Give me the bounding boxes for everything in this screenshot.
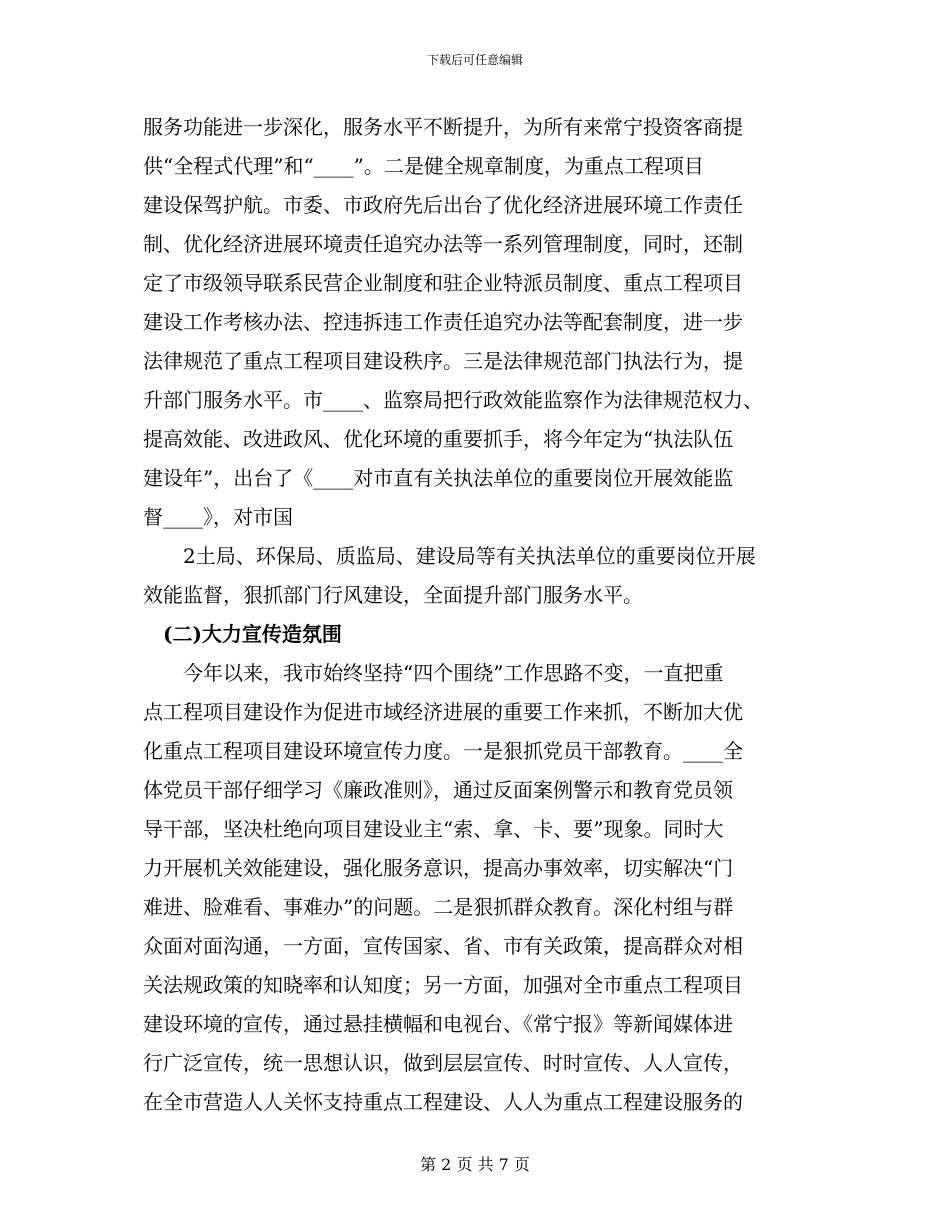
body-line: 关法规政策的知晓率和认知度；另一方面，加强对全市重点工程项目 [143, 973, 743, 997]
body-line: 法律规范了重点工程项目建设秩序。三是法律规范部门执法行为，提 [143, 349, 743, 373]
body-line: 在全市营造人人关怀支持重点工程建设、人人为重点工程建设服务的 [143, 1090, 743, 1114]
body-line: 建设环境的宣传，通过悬挂横幅和电视台、《常宁报》等新闻媒体进 [143, 1012, 733, 1036]
body-line: 化重点工程项目建设环境宣传力度。一是狠抓党员干部教育。____全 [143, 739, 743, 763]
body-line: 体党员干部仔细学习《廉政准则》，通过反面案例警示和教育党员领 [143, 778, 733, 802]
section-heading: (二)大力宣传造氛围 [163, 622, 342, 646]
body-line: 定了市级领导联系民营企业制度和驻企业特派员制度、重点工程项目 [143, 271, 743, 295]
paragraph-first-line: 2土局、环保局、质监局、建设局等有关执法单位的重要岗位开展 [183, 544, 756, 568]
body-line: 难进、脸难看、事难办”的问题。二是狠抓群众教育。深化村组与群 [143, 895, 734, 919]
body-line: 导干部，坚决杜绝向项目建设业主“索、拿、卡、要”现象。同时大 [143, 817, 724, 841]
body-line: 服务功能进一步深化，服务水平不断提升，为所有来常宁投资客商提 [143, 115, 743, 139]
body-line: 建设保驾护航。市委、市政府先后出台了优化经济进展环境工作责任 [143, 193, 743, 217]
page-header: 下载后可任意编辑 [426, 53, 523, 67]
body-line: 建设年”，出台了《____对市直有关执法单位的重要岗位开展效能监 [143, 466, 734, 490]
body-line: 行广泛宣传，统一思想认识，做到层层宣传、时时宣传、人人宣传， [143, 1051, 743, 1075]
body-line: 督____》，对市国 [143, 505, 293, 529]
body-line: 升部门服务水平。市____、监察局把行政效能监察作为法律规范权力、 [143, 388, 763, 412]
page-footer: 第 2 页 共 7 页 [420, 1155, 530, 1174]
paragraph-first-line: 今年以来，我市始终坚持“四个围绕”工作思路不变，一直把重 [183, 661, 724, 685]
body-line: 众面对面沟通，一方面，宣传国家、省、市有关政策，提高群众对相 [143, 934, 743, 958]
body-line: 供“全程式代理”和“____”。二是健全规章制度，为重点工程项目 [143, 154, 704, 178]
body-line: 建设工作考核办法、控违拆违工作责任追究办法等配套制度，进一步 [143, 310, 743, 334]
document-body [143, 108, 811, 1122]
body-line: 效能监督，狠抓部门行风建设，全面提升部门服务水平。 [143, 583, 643, 607]
body-line: 提高效能、改进政风、优化环境的重要抓手，将今年定为“执法队伍 [143, 427, 734, 451]
body-line: 制、优化经济进展环境责任追究办法等一系列管理制度，同时，还制 [143, 232, 743, 256]
body-line: 点工程项目建设作为促进市域经济进展的重要工作来抓，不断加大优 [143, 700, 743, 724]
body-line: 力开展机关效能建设，强化服务意识，提高办事效率，切实解决“门 [143, 856, 734, 880]
